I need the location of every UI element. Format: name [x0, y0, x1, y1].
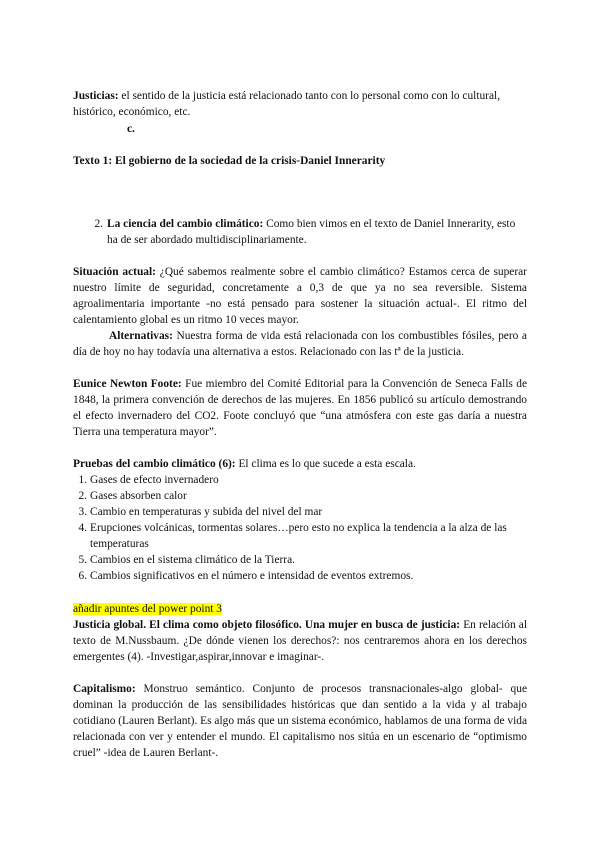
situacion-text: ¿Qué sabemos realmente sobre el cambio climático? Estamos cerca de superar nuestro límite de seguridad, concretamente a 0,3 de que ya no sea reversible. Sistema agroalimentaria importante -no está pensado para sostener la situación actual-. El ritmo del calentamiento global es un ritmo 10 veces mayor. — [73, 266, 527, 326]
list-item-number: 2. — [78, 490, 87, 502]
eunice-label: Eunice Newton Foote: — [73, 378, 182, 390]
eunice-paragraph — [73, 376, 527, 440]
list-item-number: 5. — [78, 554, 87, 566]
situacion-paragraph — [73, 264, 527, 328]
list-item-number: 6. — [78, 570, 87, 582]
alternativas-label: Alternativas: — [109, 330, 173, 342]
alternativas-paragraph — [73, 328, 527, 360]
situacion-label: Situación actual: — [73, 266, 156, 278]
list-item-text: Cambio en temperaturas y subida del nivel del mar — [90, 506, 323, 518]
list-item — [78, 472, 527, 488]
list-item — [78, 504, 527, 520]
highlight-note: añadir apuntes del power point 3 — [73, 603, 222, 615]
section2-number: 2. — [94, 218, 103, 230]
justicias-paragraph — [73, 88, 527, 120]
list-item — [78, 520, 527, 552]
list-item-text: Cambios en el sistema climático de la Tierra. — [90, 554, 295, 566]
justicias-text: el sentido de la justicia está relacionado tanto con lo personal como con lo cultural, histórico, económico, etc. — [73, 90, 501, 118]
list-item-text: Cambios significativos en el número e intensidad de eventos extremos. — [90, 570, 414, 582]
justicia-global-text: En relación al texto de M.Nussbaum. ¿De dónde vienen los derechos?: nos centraremos ahora en los derechos emergentes (4). -Investigar,aspirar,innovar e imaginar-. — [73, 619, 527, 663]
pruebas-text: El clima es lo que sucede a esta escala. — [235, 458, 416, 470]
pruebas-heading-paragraph — [73, 456, 527, 472]
justicias-label: Justicias: — [73, 90, 119, 102]
pruebas-label: Pruebas del cambio climático (6): — [73, 458, 236, 470]
list-item-number: 4. — [78, 522, 87, 534]
justicia-global-paragraph — [73, 617, 527, 665]
list-item — [78, 568, 527, 584]
capitalismo-text: Monstruo semántico. Conjunto de procesos transnacionales-algo global- que dominan la producción de las sensibilidades históricas que dan sentido a la vida y al trabajo cotidiano (Lauren Berlant). Es algo más que un sistema económico, hablamos de una forma de vida relacionada con ver y entender el mundo. El capitalismo nos sitúa en un escenario de “optimismo cruel” -idea de Lauren Berlant-. — [73, 683, 527, 759]
capitalismo-paragraph — [73, 681, 527, 761]
section2-label: La ciencia del cambio climático: — [107, 218, 264, 230]
capitalismo-label: Capitalismo: — [73, 683, 136, 695]
highlight-note-line — [73, 601, 527, 617]
list-item — [78, 552, 527, 568]
section2-paragraph — [94, 216, 527, 248]
alternativas-text: Nuestra forma de vida está relacionada con los combustibles fósiles, pero a día de hoy no hay todavía una alternativa a estos. Relacionado con las tª de la justicia. — [73, 330, 527, 358]
list-item-text: Gases de efecto invernadero — [90, 474, 219, 486]
list-item-text: Gases absorben calor — [90, 490, 187, 502]
texto1-heading: Texto 1: El gobierno de la sociedad de la crisis-Daniel Innerarity — [73, 155, 386, 167]
section2-text: Como bien vimos en el texto de Daniel Innerarity, esto ha de ser abordado multidisciplinariamente. — [107, 218, 516, 246]
list-item-number: 1. — [78, 474, 87, 486]
list-item — [78, 488, 527, 504]
list-item-text: Erupciones volcánicas, tormentas solares…pero esto no explica la tendencia a la alza de las temperaturas — [90, 522, 507, 550]
justicia-global-label: Justicia global. El clima como objeto filosófico. Una mujer en busca de justicia: — [73, 619, 461, 631]
eunice-text: Fue miembro del Comité Editorial para la Convención de Seneca Falls de 1848, la primera convención de derechos de las mujeres. En 1856 publicó su artículo demostrando el efecto invernadero del CO2. Foote concluyó que “una atmósfera con este gas daría a nuestra Tierra una temperatura mayor”. — [73, 378, 527, 438]
list-item-number: 3. — [78, 506, 87, 518]
sub-marker: c. — [127, 123, 135, 135]
